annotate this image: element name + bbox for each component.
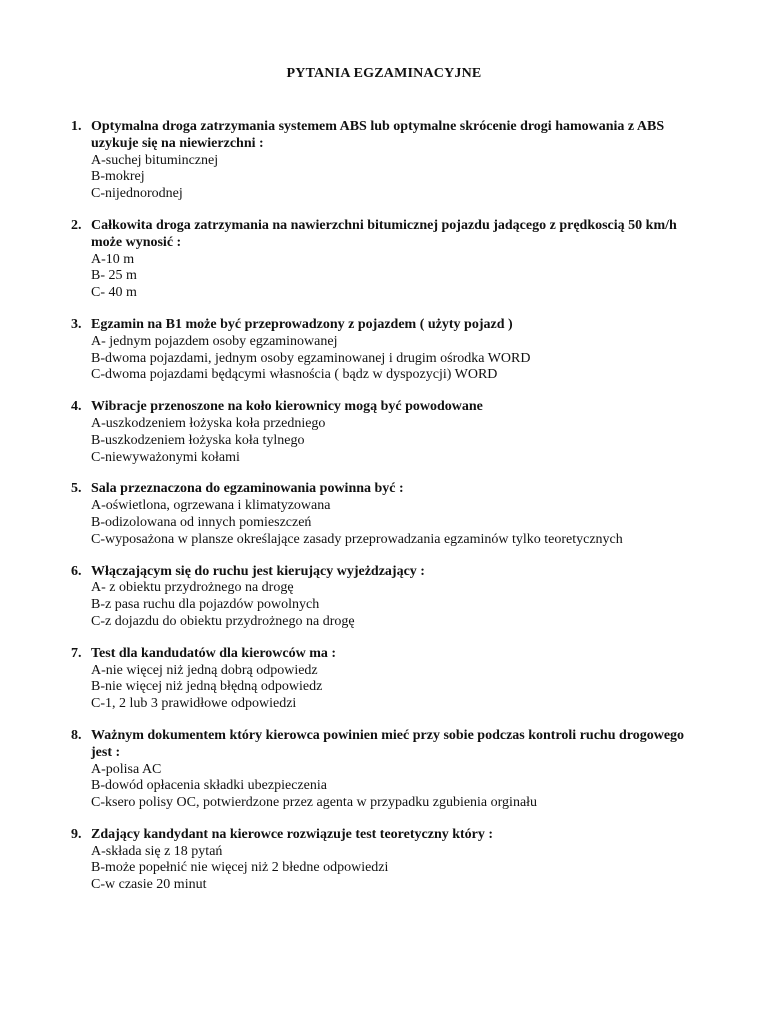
question-number: 6. bbox=[71, 563, 82, 579]
question-item bbox=[0, 728, 768, 812]
question-number: 7. bbox=[71, 645, 82, 661]
question-text: Zdający kandydant na kierowce rozwiązuje test teoretyczny który : bbox=[91, 826, 494, 842]
answer-option: C-niewyważonymi kołami bbox=[91, 449, 240, 465]
answer-option: C-1, 2 lub 3 prawidłowe odpowiedzi bbox=[91, 696, 297, 712]
answer-option: C-nijednorodnej bbox=[91, 186, 183, 202]
answer-option: A- z obiektu przydrożnego na drogę bbox=[91, 580, 294, 596]
answer-option: C-z dojazdu do obiektu przydrożnego na drogę bbox=[91, 613, 355, 629]
question-item bbox=[0, 646, 768, 713]
question-item bbox=[0, 119, 768, 203]
question-number: 8. bbox=[71, 727, 82, 743]
answer-option: B-mokrej bbox=[91, 169, 145, 185]
answer-option: B-może popełnić nie więcej niż 2 błedne odpowiedzi bbox=[91, 860, 389, 876]
question-number: 2. bbox=[71, 217, 82, 233]
question-item bbox=[0, 317, 768, 384]
answer-option: A-składa się z 18 pytań bbox=[91, 843, 223, 859]
question-list bbox=[0, 119, 768, 909]
answer-option: C-w czasie 20 minut bbox=[91, 877, 207, 893]
answer-option: C-ksero polisy OC, potwierdzone przez agenta w przypadku zgubienia orginału bbox=[91, 795, 538, 811]
answer-option: B-dwoma pojazdami, jednym osoby egzaminowanej i drugim ośrodka WORD bbox=[91, 350, 531, 366]
document-title: PYTANIA EGZAMINACYJNE bbox=[286, 66, 482, 81]
question-item bbox=[0, 564, 768, 631]
question-number: 5. bbox=[71, 481, 82, 497]
answer-list bbox=[91, 416, 708, 466]
answer-list bbox=[91, 844, 708, 894]
question-item bbox=[0, 399, 768, 466]
question-text: Całkowita droga zatrzymania na nawierzchni bitumicznej pojazdu jadącego z prędkoscią 50 km/h może wynosić : bbox=[91, 217, 677, 250]
answer-option: A-suchej bitumincznej bbox=[91, 152, 219, 168]
answer-option: A-polisa AC bbox=[91, 761, 162, 777]
answer-list bbox=[91, 663, 708, 713]
answer-option: B-odizolowana od innych pomieszczeń bbox=[91, 514, 312, 530]
question-item bbox=[0, 827, 768, 894]
answer-list bbox=[91, 580, 708, 630]
question-text: Test dla kandudatów dla kierowców ma : bbox=[91, 645, 337, 661]
answer-option: C-dwoma pojazdami będącymi własnościa ( bądz w dyspozycji) WORD bbox=[91, 367, 498, 383]
answer-option: C- 40 m bbox=[91, 285, 137, 301]
question-number: 3. bbox=[71, 316, 82, 332]
answer-option: B-dowód opłacenia składki ubezpieczenia bbox=[91, 778, 327, 794]
answer-list bbox=[91, 498, 708, 548]
question-text: Wibracje przenoszone na koło kierownicy mogą być powodowane bbox=[91, 399, 483, 415]
question-number: 1. bbox=[71, 119, 82, 134]
question-number: 9. bbox=[71, 826, 82, 842]
answer-list bbox=[91, 252, 708, 302]
answer-option: A-oświetlona, ogrzewana i klimatyzowana bbox=[91, 498, 331, 514]
answer-option: B-z pasa ruchu dla pojazdów powolnych bbox=[91, 597, 320, 613]
answer-option: C-wyposażona w plansze określające zasady przeprowadzania egzaminów tylko teoretycznych bbox=[91, 531, 623, 547]
question-number: 4. bbox=[71, 399, 82, 415]
answer-list bbox=[91, 334, 708, 384]
answer-option: B-nie więcej niż jedną błędną odpowiedz bbox=[91, 679, 323, 695]
answer-option: A-uszkodzeniem łożyska koła przedniego bbox=[91, 415, 326, 431]
question-item bbox=[0, 481, 768, 548]
question-text: Ważnym dokumentem który kierowca powinien mieć przy sobie podczas kontroli ruchu drogowego jest : bbox=[91, 727, 685, 760]
question-text: Włączającym się do ruchu jest kierujący wyjeżdzający : bbox=[91, 563, 425, 579]
answer-list bbox=[91, 762, 708, 812]
question-text: Optymalna droga zatrzymania systemem ABS lub optymalne skrócenie drogi hamowania z ABS uzykuje się na niewierzchni : bbox=[91, 119, 665, 151]
answer-option: B-uszkodzeniem łożyska koła tylnego bbox=[91, 432, 305, 448]
question-text: Sala przeznaczona do egzaminowania powinna być : bbox=[91, 481, 404, 497]
question-text: Egzamin na B1 może być przeprowadzony z pojazdem ( użyty pojazd ) bbox=[91, 316, 513, 332]
answer-option: A-10 m bbox=[91, 251, 135, 267]
answer-option: A-nie więcej niż jedną dobrą odpowiedz bbox=[91, 662, 318, 678]
answer-option: A- jednym pojazdem osoby egzaminowanej bbox=[91, 333, 338, 349]
answer-list bbox=[91, 153, 708, 203]
question-item bbox=[0, 218, 768, 302]
answer-option: B- 25 m bbox=[91, 268, 137, 284]
